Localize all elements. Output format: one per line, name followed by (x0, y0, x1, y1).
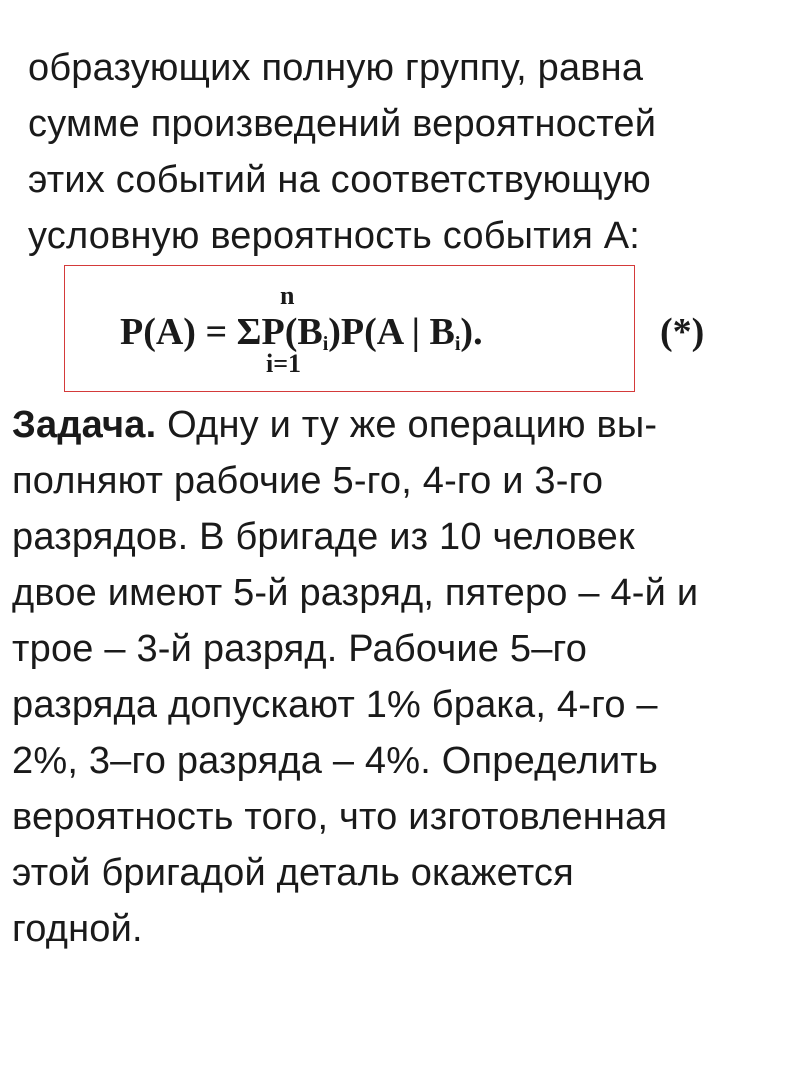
intro-line: этих событий на соответствующую (28, 159, 651, 201)
formula-label: (*) (660, 311, 705, 353)
problem-line: двое имеют 5-й разряд, пятеро – 4-й и (12, 572, 699, 614)
problem-line (12, 403, 657, 447)
intro-line: условную вероятность события А: (28, 215, 641, 257)
problem-line: полняют рабочие 5-го, 4-го и 3-го (12, 460, 604, 502)
sum-upper-limit: n (280, 281, 295, 310)
sigma-symbol: Σ (236, 311, 262, 353)
formula-lhs: P(A) = (120, 311, 237, 353)
sum-lower-limit: i=1 (266, 349, 302, 378)
problem-line: разряда допускают 1% брака, 4-го – (12, 684, 658, 726)
formula-term1-suffix: )P(A | B (328, 311, 455, 353)
formula-term2-suffix: ). (460, 311, 483, 353)
problem-line: этой бригадой деталь окажется (12, 852, 574, 894)
problem-line: трое – 3-й разряд. Рабочие 5–го (12, 628, 588, 670)
formula-term1-prefix: P(B (261, 311, 323, 353)
problem-heading: Задача. (12, 404, 157, 446)
problem-first-line-rest: Одну и ту же операцию вы- (156, 404, 658, 446)
problem-line: 2%, 3–го разряда – 4%. Определить (12, 740, 658, 782)
total-probability-formula (120, 310, 483, 366)
formula-term1-sub: i (322, 333, 329, 355)
formula-term2-sub: i (454, 333, 461, 355)
intro-line: образующих полную группу, равна (28, 47, 644, 89)
intro-line: сумме произведений вероятностей (28, 103, 657, 145)
problem-line: годной. (12, 908, 143, 950)
problem-line: разрядов. В бригаде из 10 человек (12, 516, 635, 558)
problem-line: вероятность того, что изготовленная (12, 796, 668, 838)
